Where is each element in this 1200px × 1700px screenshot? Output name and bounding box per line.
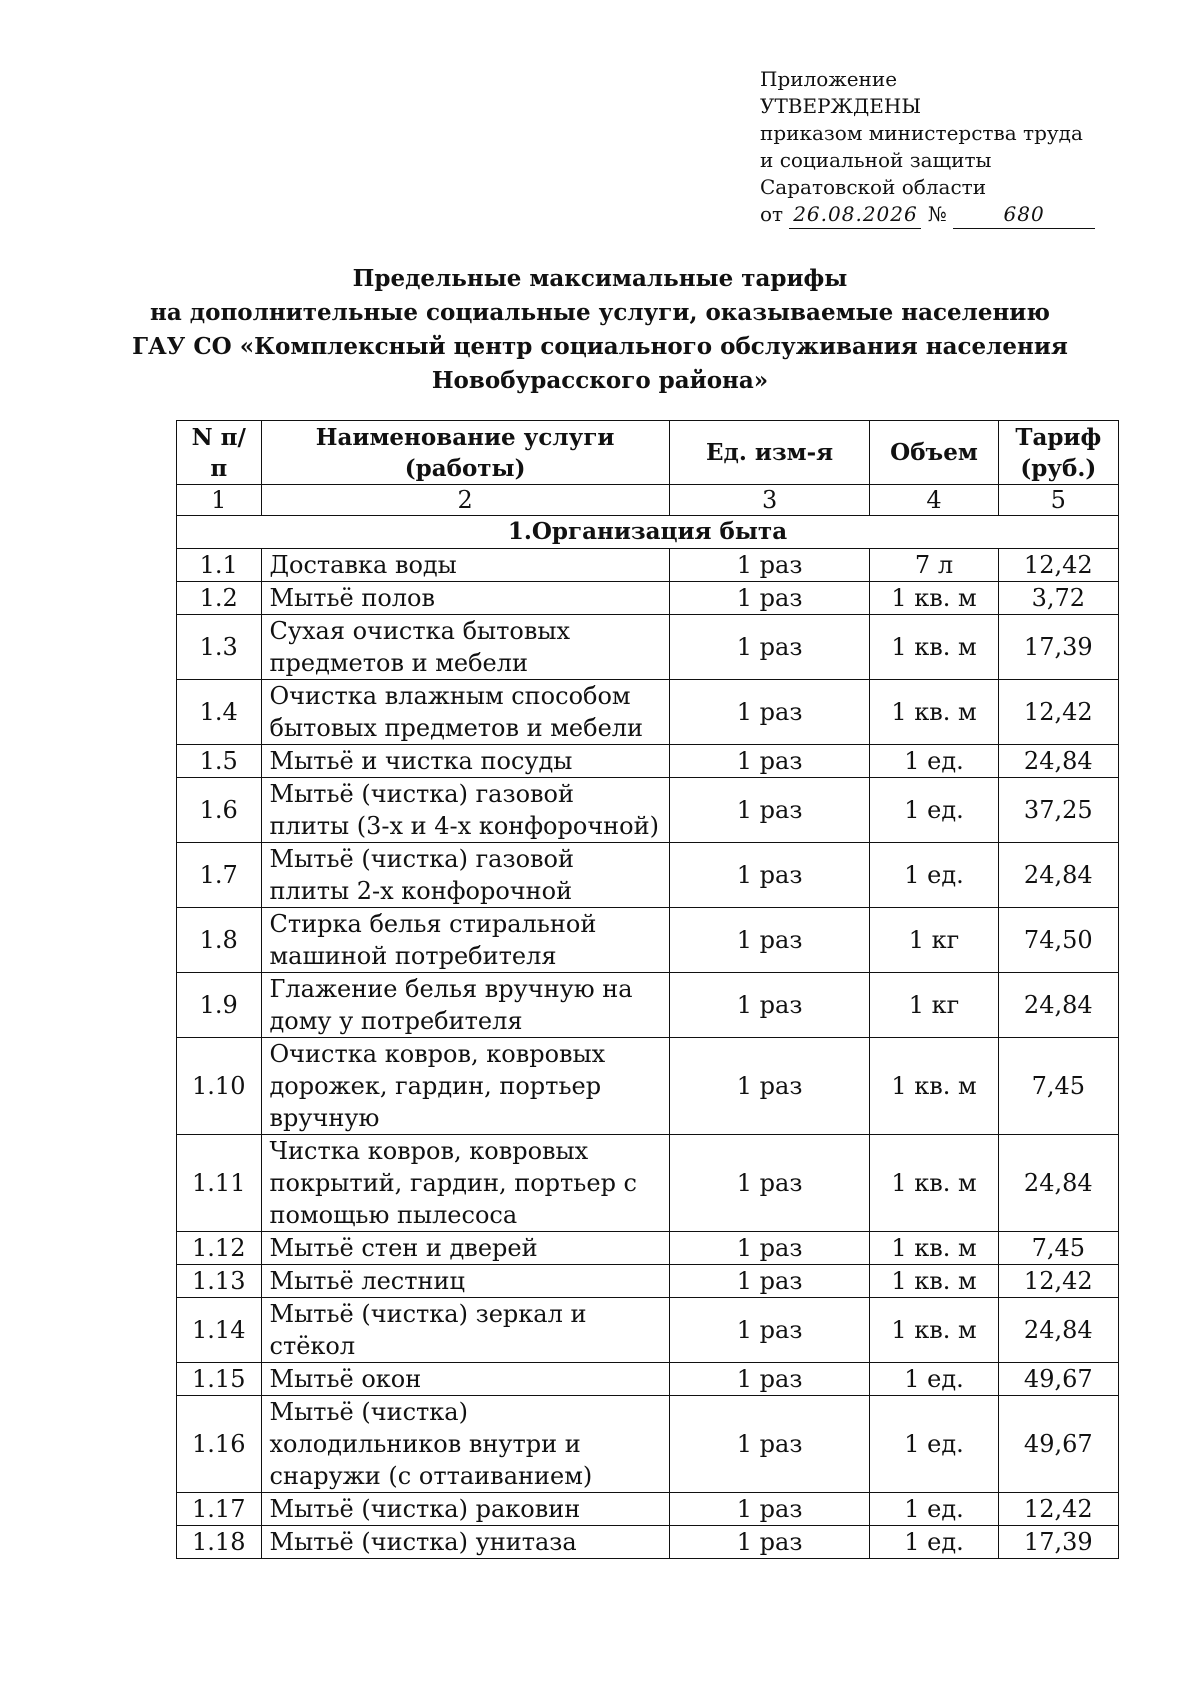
service-volume: 1 ед. (870, 1363, 998, 1396)
service-unit: 1 раз (669, 973, 870, 1038)
table-row (177, 615, 1119, 680)
table-row (177, 1298, 1119, 1363)
service-tariff: 49,67 (998, 1363, 1118, 1396)
service-name: Мытьё (чистка) газовой плиты 2-х конфорочной (261, 843, 669, 908)
service-volume: 1 ед. (870, 1526, 998, 1559)
service-name: Мытьё полов (261, 582, 669, 615)
service-number: 1.17 (177, 1493, 262, 1526)
service-unit: 1 раз (669, 1135, 870, 1232)
service-name: Стирка белья стиральной машиной потребителя (261, 908, 669, 973)
title-line-3: ГАУ СО «Комплексный центр социального обслуживания населения (132, 333, 1068, 360)
service-number: 1.11 (177, 1135, 262, 1232)
service-volume: 1 ед. (870, 843, 998, 908)
table-row (177, 843, 1119, 908)
service-volume: 7 л (870, 549, 998, 582)
ministry-line: и социальной защиты (760, 148, 992, 172)
service-tariff: 24,84 (998, 973, 1118, 1038)
table-row (177, 549, 1119, 582)
table-row (177, 745, 1119, 778)
header-unit: Ед. изм-я (669, 421, 870, 485)
service-tariff: 12,42 (998, 680, 1118, 745)
service-name: Очистка ковров, ковровых дорожек, гардин, портьер вручную (261, 1038, 669, 1135)
service-tariff: 3,72 (998, 582, 1118, 615)
service-tariff: 37,25 (998, 778, 1118, 843)
service-volume: 1 ед. (870, 1493, 998, 1526)
service-unit: 1 раз (669, 745, 870, 778)
service-tariff: 12,42 (998, 1265, 1118, 1298)
service-tariff: 24,84 (998, 745, 1118, 778)
service-number: 1.15 (177, 1363, 262, 1396)
service-name: Мытьё лестниц (261, 1265, 669, 1298)
service-unit: 1 раз (669, 1265, 870, 1298)
title-line-4: Новобурасского района» (431, 367, 769, 394)
appendix-label: Приложение (760, 67, 898, 91)
service-tariff: 49,67 (998, 1396, 1118, 1493)
service-unit: 1 раз (669, 615, 870, 680)
order-date-handwritten: 26.08.2026 (793, 202, 918, 226)
service-tariff: 24,84 (998, 1135, 1118, 1232)
service-unit: 1 раз (669, 1493, 870, 1526)
service-name: Чистка ковров, ковровых покрытий, гардин, портьер с помощью пылесоса (261, 1135, 669, 1232)
service-volume: 1 кв. м (870, 680, 998, 745)
table-header-row (177, 421, 1119, 485)
order-date-field (789, 201, 921, 229)
service-tariff: 12,42 (998, 549, 1118, 582)
approved-label: УТВЕРЖДЕНЫ (760, 94, 921, 118)
service-tariff: 7,45 (998, 1232, 1118, 1265)
table-row (177, 1526, 1119, 1559)
service-name: Мытьё (чистка) унитаза (261, 1526, 669, 1559)
table-row (177, 1363, 1119, 1396)
column-numbers-row (177, 485, 1119, 516)
table-row (177, 1038, 1119, 1135)
service-number: 1.8 (177, 908, 262, 973)
number-label: № (927, 202, 947, 226)
service-unit: 1 раз (669, 1298, 870, 1363)
table-row (177, 1493, 1119, 1526)
service-volume: 1 кв. м (870, 615, 998, 680)
section-title: 1.Организация быта (177, 516, 1119, 549)
service-volume: 1 ед. (870, 778, 998, 843)
service-volume: 1 кг (870, 908, 998, 973)
service-tariff: 17,39 (998, 615, 1118, 680)
service-name: Доставка воды (261, 549, 669, 582)
region-line: Саратовской области (760, 175, 987, 199)
service-unit: 1 раз (669, 1038, 870, 1135)
header-num: N п/п (177, 421, 262, 485)
service-unit: 1 раз (669, 908, 870, 973)
service-volume: 1 кв. м (870, 582, 998, 615)
service-name: Мытьё (чистка) газовой плиты (3-х и 4-х конфорочной) (261, 778, 669, 843)
service-volume: 1 кв. м (870, 1038, 998, 1135)
service-tariff: 24,84 (998, 843, 1118, 908)
service-number: 1.5 (177, 745, 262, 778)
table-row (177, 1396, 1119, 1493)
table-row (177, 1232, 1119, 1265)
service-name: Мытьё окон (261, 1363, 669, 1396)
service-volume: 1 кв. м (870, 1232, 998, 1265)
service-unit: 1 раз (669, 843, 870, 908)
service-tariff: 74,50 (998, 908, 1118, 973)
service-unit: 1 раз (669, 1363, 870, 1396)
service-number: 1.9 (177, 973, 262, 1038)
service-name: Мытьё (чистка) холодильников внутри и снаружи (с оттаиванием) (261, 1396, 669, 1493)
service-number: 1.10 (177, 1038, 262, 1135)
service-tariff: 17,39 (998, 1526, 1118, 1559)
title-line-2: на дополнительные социальные услуги, оказываемые населению (150, 299, 1050, 326)
header-name: Наименование услуги (работы) (261, 421, 669, 485)
header-tariff: Тариф (руб.) (998, 421, 1118, 485)
service-unit: 1 раз (669, 582, 870, 615)
table-row (177, 973, 1119, 1038)
service-unit: 1 раз (669, 778, 870, 843)
service-name: Мытьё (чистка) зеркал и стёкол (261, 1298, 669, 1363)
document-title (0, 262, 1200, 398)
service-volume: 1 кв. м (870, 1135, 998, 1232)
order-line: приказом министерства труда (760, 121, 1083, 145)
order-date-number-line (760, 201, 1095, 229)
service-unit: 1 раз (669, 1232, 870, 1265)
column-number: 2 (261, 485, 669, 516)
service-number: 1.14 (177, 1298, 262, 1363)
table-row (177, 582, 1119, 615)
order-number-handwritten: 680 (1003, 202, 1045, 226)
section-row (177, 516, 1119, 549)
service-number: 1.3 (177, 615, 262, 680)
service-volume: 1 кг (870, 973, 998, 1038)
column-number: 3 (669, 485, 870, 516)
service-number: 1.2 (177, 582, 262, 615)
service-volume: 1 ед. (870, 745, 998, 778)
column-number: 5 (998, 485, 1118, 516)
table-row (177, 908, 1119, 973)
table-row (177, 1135, 1119, 1232)
service-number: 1.12 (177, 1232, 262, 1265)
service-name: Мытьё стен и дверей (261, 1232, 669, 1265)
service-name: Мытьё (чистка) раковин (261, 1493, 669, 1526)
column-number: 1 (177, 485, 262, 516)
service-number: 1.7 (177, 843, 262, 908)
service-name: Глажение белья вручную на дому у потребителя (261, 973, 669, 1038)
order-number-field (953, 201, 1095, 229)
service-number: 1.13 (177, 1265, 262, 1298)
column-number: 4 (870, 485, 998, 516)
approval-block (760, 66, 1095, 229)
service-volume: 1 кв. м (870, 1265, 998, 1298)
service-unit: 1 раз (669, 1526, 870, 1559)
service-name: Очистка влажным способом бытовых предметов и мебели (261, 680, 669, 745)
service-unit: 1 раз (669, 680, 870, 745)
service-name: Сухая очистка бытовых предметов и мебели (261, 615, 669, 680)
service-tariff: 7,45 (998, 1038, 1118, 1135)
service-unit: 1 раз (669, 1396, 870, 1493)
tariffs-table (176, 420, 1119, 1559)
header-volume: Объем (870, 421, 998, 485)
service-volume: 1 ед. (870, 1396, 998, 1493)
service-number: 1.16 (177, 1396, 262, 1493)
table-row (177, 778, 1119, 843)
service-volume: 1 кв. м (870, 1298, 998, 1363)
title-line-1: Предельные максимальные тарифы (352, 265, 848, 292)
from-label: от (760, 202, 784, 226)
table-row (177, 680, 1119, 745)
table-row (177, 1265, 1119, 1298)
service-number: 1.18 (177, 1526, 262, 1559)
service-name: Мытьё и чистка посуды (261, 745, 669, 778)
service-number: 1.4 (177, 680, 262, 745)
service-number: 1.6 (177, 778, 262, 843)
service-unit: 1 раз (669, 549, 870, 582)
service-tariff: 24,84 (998, 1298, 1118, 1363)
service-number: 1.1 (177, 549, 262, 582)
service-tariff: 12,42 (998, 1493, 1118, 1526)
